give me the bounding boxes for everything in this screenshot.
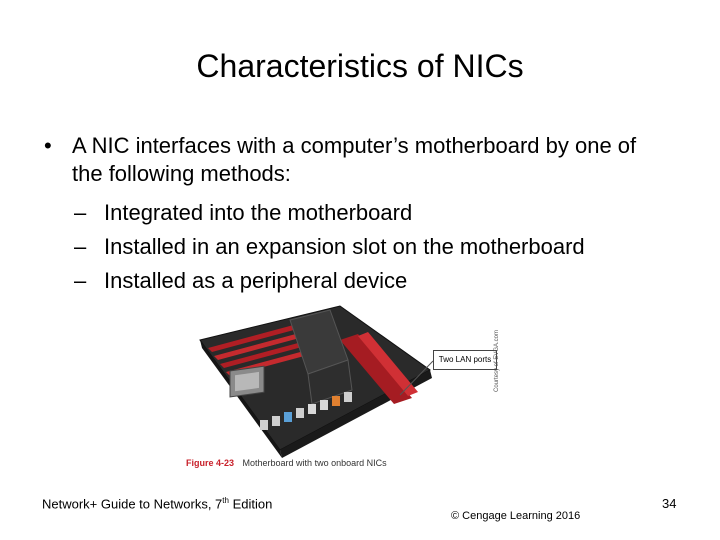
caption-text: Motherboard with two onboard NICs [242, 458, 387, 468]
book-title-prefix: Network+ Guide to Networks, 7 [42, 496, 223, 512]
figure-caption [186, 458, 387, 468]
figure-label: Figure 4-23 [186, 458, 235, 468]
callout-label: Two LAN ports [433, 350, 497, 370]
sub-item-text: Installed as a peripheral device [104, 268, 408, 293]
copyright-text: © Cengage Learning 2016 [451, 510, 581, 522]
dash-marker: – [74, 268, 87, 293]
sub-item-text: Integrated into the motherboard [104, 200, 413, 225]
sub-item-text: Installed in an expansion slot on the motherboard [104, 234, 585, 259]
page-number: 34 [662, 496, 677, 511]
motherboard-image [180, 300, 510, 480]
book-title-suffix: Edition [228, 496, 273, 512]
bullet-marker: • [44, 133, 52, 158]
image-credit: Courtesy of EVGA.com [494, 329, 500, 392]
book-title-sup: th [222, 496, 229, 505]
bullet-text: A NIC interfaces with a computer’s motherboard by one of the following methods: [72, 133, 637, 186]
slide-title: Characteristics of NICs [196, 48, 524, 84]
book-title [42, 496, 272, 511]
dash-marker: – [74, 200, 87, 225]
dash-marker: – [74, 234, 87, 259]
